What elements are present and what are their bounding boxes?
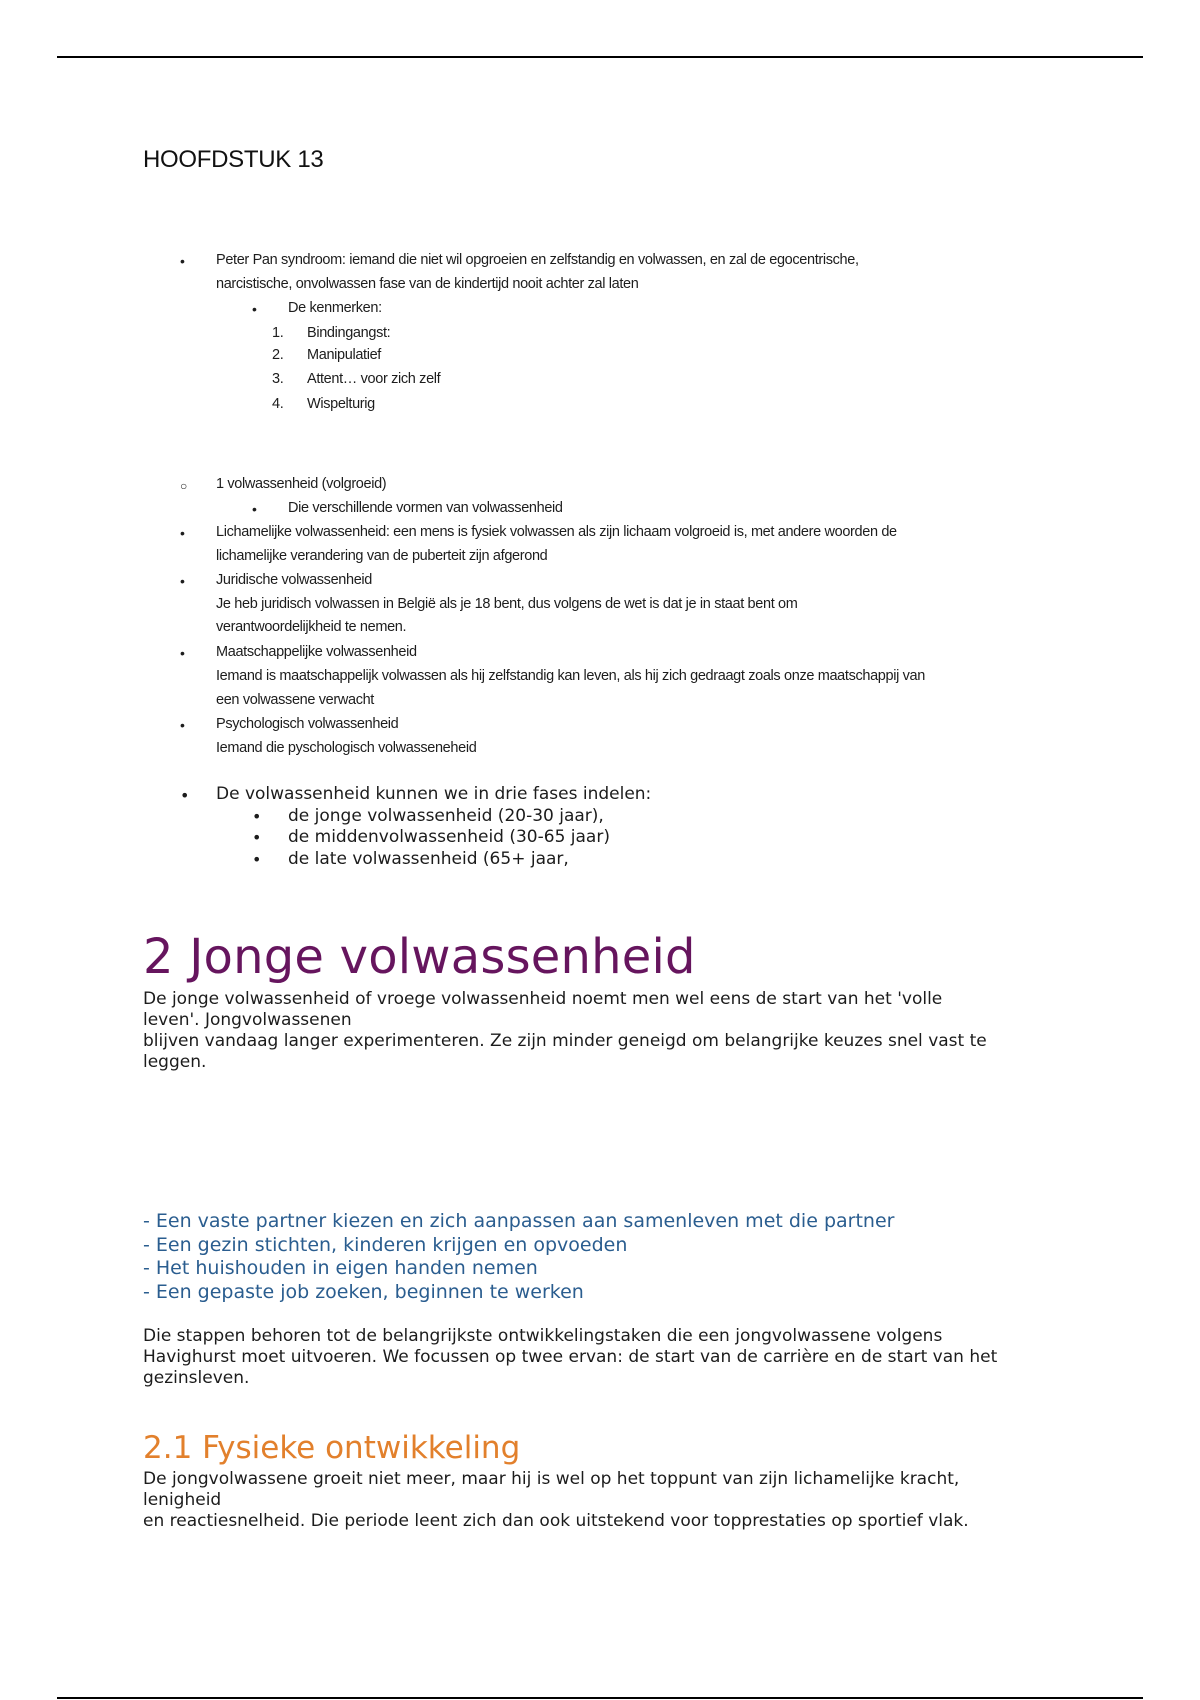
bullet-icon: • [252, 850, 262, 869]
bullet-icon: • [252, 807, 262, 826]
juridisch-title: Juridische volwassenheid [216, 572, 373, 588]
steps-line: gezinsleven. [143, 1368, 250, 1388]
maatschappelijk-line-2: een volwassene verwacht [216, 692, 374, 708]
lichamelijk-line-2: lichamelijke verandering van de puberteit zijn afgerond [216, 548, 548, 564]
steps-line: Die stappen behoren tot de belangrijkste ontwikkelingstaken die een jongvolwassene volgens [143, 1326, 943, 1346]
steps-line: Havighurst moet uitvoeren. We focussen op twee ervan: de start van de carrière en de start van het [143, 1347, 998, 1367]
fysiek-line: lenigheid [143, 1490, 222, 1510]
bullet-icon: • [252, 501, 257, 517]
peter-pan-line-1: Peter Pan syndroom: iemand die niet wil opgroeien en zelfstandig en volwassen, en zal de egocentrische, [216, 252, 859, 268]
maatschappelijk-title: Maatschappelijke volwassenheid [216, 644, 417, 660]
task-item: - Een gezin stichten, kinderen krijgen en opvoeden [143, 1234, 628, 1256]
chapter-title: HOOFDSTUK 13 [143, 146, 324, 173]
kenmerk-item: Wispelturig [307, 396, 375, 412]
task-item: - Een gepaste job zoeken, beginnen te werken [143, 1281, 584, 1303]
intro-line: leggen. [143, 1052, 207, 1072]
fase-item: de late volwassenheid (65+ jaar, [288, 849, 569, 869]
kenmerk-number: 1. [272, 325, 284, 341]
subsection-heading-fysieke-ontwikkeling: 2.1 Fysieke ontwikkeling [143, 1430, 521, 1466]
task-item: - Een vaste partner kiezen en zich aanpassen aan samenleven met die partner [143, 1210, 895, 1232]
task-item: - Het huishouden in eigen handen nemen [143, 1257, 538, 1279]
peter-pan-line-2: narcistische, onvolwassen fase van de kindertijd nooit achter zal laten [216, 276, 639, 292]
psychologisch-line-1: Iemand die pyschologisch volwasseneheid [216, 740, 477, 756]
fase-item: de middenvolwassenheid (30-65 jaar) [288, 827, 610, 847]
section-heading-jonge-volwassenheid: 2 Jonge volwassenheid [143, 929, 696, 985]
kenmerk-item: Bindingangst: [307, 325, 391, 341]
kenmerk-number: 2. [272, 347, 284, 363]
fase-item: de jonge volwassenheid (20-30 jaar), [288, 806, 604, 826]
circle-bullet-icon: ○ [180, 479, 187, 493]
fysiek-line: De jongvolwassene groeit niet meer, maar hij is wel op het toppunt van zijn lichamelijke kracht, [143, 1469, 960, 1489]
volwassenheid-heading: 1 volwassenheid (volgroeid) [216, 476, 387, 492]
kenmerken-label: De kenmerken: [288, 300, 382, 316]
kenmerk-number: 4. [272, 396, 284, 412]
juridisch-line-2: verantwoordelijkheid te nemen. [216, 619, 407, 635]
header-rule [57, 56, 1143, 58]
intro-line: blijven vandaag langer experimenteren. Ze zijn minder geneigd om belangrijke keuzes snel vast te [143, 1031, 987, 1051]
footer-rule [57, 1697, 1143, 1699]
bullet-icon: • [180, 253, 185, 269]
bullet-icon: • [180, 786, 190, 805]
fases-intro: De volwassenheid kunnen we in drie fases indelen: [216, 784, 652, 804]
bullet-icon: • [180, 573, 185, 589]
bullet-icon: • [180, 717, 185, 733]
bullet-icon: • [252, 301, 257, 317]
fysiek-line: en reactiesnelheid. Die periode leent zich dan ook uitstekend voor topprestaties op sportief vlak. [143, 1511, 969, 1531]
kenmerk-item: Manipulatief [307, 347, 381, 363]
kenmerk-number: 3. [272, 371, 284, 387]
maatschappelijk-line-1: Iemand is maatschappelijk volwassen als hij zelfstandig kan leven, als hij zich gedraagt zoals onze maatschappij van [216, 668, 925, 684]
juridisch-line-1: Je heb juridisch volwassen in België als je 18 bent, dus volgens de wet is dat je in staat bent om [216, 596, 798, 612]
bullet-icon: • [252, 828, 262, 847]
kenmerk-item: Attent… voor zich zelf [307, 371, 441, 387]
intro-line: leven'. Jongvolwassenen [143, 1010, 352, 1030]
bullet-icon: • [180, 525, 185, 541]
vormen-label: Die verschillende vormen van volwassenheid [288, 500, 563, 516]
lichamelijk-line-1: Lichamelijke volwassenheid: een mens is fysiek volwassen als zijn lichaam volgroeid is, met andere woorden de [216, 524, 897, 540]
psychologisch-title: Psychologisch volwassenheid [216, 716, 399, 732]
intro-line: De jonge volwassenheid of vroege volwassenheid noemt men wel eens de start van het 'volle [143, 989, 943, 1009]
bullet-icon: • [180, 645, 185, 661]
